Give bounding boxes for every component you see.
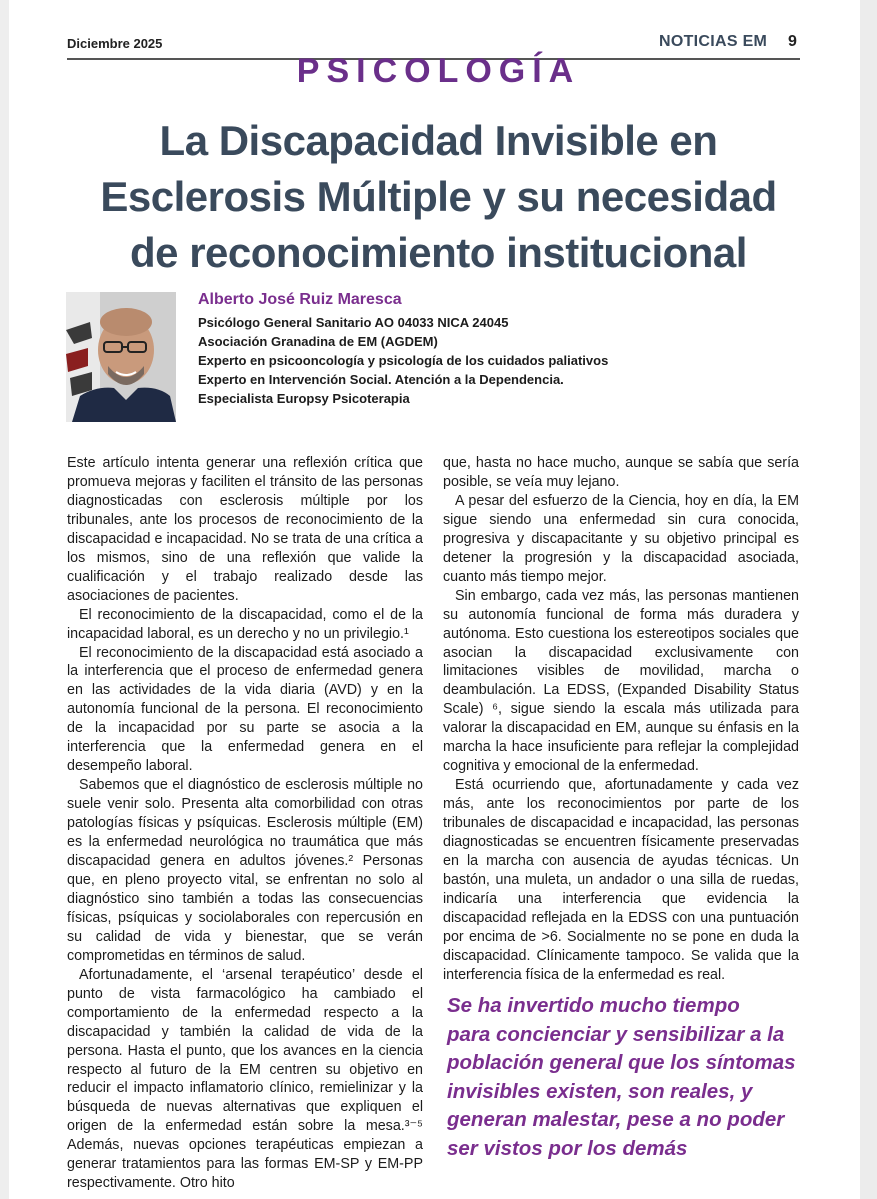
header-publication: NOTICIAS EM [659, 33, 768, 50]
article-title [60, 113, 817, 281]
body-paragraph: Afortunadamente, el ‘arsenal terapéutico’ desde el punto de vista farmacológico ha cambiado el comportamiento de la enfermedad respecto a la discapacidad y también la calidad de vida de la persona. Hasta el punto, que los avances en la ciencia respecto al futuro de la EM centren su objetivo en reducir el impacto inflamatorio clínico, remielinizar y la búsqueda de nuevas alternativas que expliquen el origen de la enfermedad están sobre la mesa.³⁻⁵ Además, nuevas opciones terapéuticas empiezan a generar tratamientos para las formas EM-SP y EM-PP respectivamente. Otro hito [67, 966, 423, 1192]
title-line: de reconocimiento institucional [130, 229, 747, 276]
pull-quote-line: Se ha invertido mucho tiempo [447, 994, 740, 1017]
pull-quote-line: invisibles existen, son reales, y [447, 1079, 753, 1103]
pull-quote-line: población general que los síntomas [447, 1051, 796, 1075]
author-name: Alberto José Ruiz Maresca [198, 291, 402, 308]
pull-quote [447, 992, 807, 1164]
credential-line: Psicólogo General Sanitario AO 04033 NICA 24045 [198, 315, 509, 330]
author-credentials [198, 313, 608, 408]
pull-quote-line: para concienciar y sensibilizar a la [447, 1022, 785, 1046]
body-paragraph: Está ocurriendo que, afortunadamente y cada vez más, ante los reconocimientos por parte de los tribunales de discapacidad e incapacidad, las personas diagnosticadas se encuentren físicamente preservadas en la marcha con ausencia de ayudas técnicas. Un bastón, una muleta, un andador o una silla de ruedas, indicaría una interferencia que evidencia la discapacidad reflejada en la EDSS con una puntuación por encima de >6. Socialmente no se pone en duda la discapacidad. Clínicamente tampoco. Se valida que la interferencia física de la enfermedad es real. [443, 777, 799, 983]
body-paragraph: Este artículo intenta generar una reflexión crítica que promueva mejoras y faciliten el tránsito de las personas diagnosticadas con esclerosis múltiple por los tribunales, ante los procesos de reconocimiento de la discapacidad e incapacidad. No se trata de una crítica a los mismos, sino de una reflexión que valide la cualificación y el trabajo realizado desde las asociaciones de pacientes. [67, 455, 423, 604]
section-label: PSICOLOGÍA [296, 52, 581, 90]
credential-line: Experto en Intervención Social. Atención a la Dependencia. [198, 372, 564, 387]
credential-line: Experto en psicooncología y psicología de los cuidados paliativos [198, 353, 609, 368]
pull-quote-line: ser vistos por los demás [447, 1136, 688, 1160]
body-paragraph: Sabemos que el diagnóstico de esclerosis múltiple no suele venir solo. Presenta alta comorbilidad con otras patologías físicas y psíquicas. Esclerosis múltiple (EM) es la enfermedad neurológica no traumática que más discapacidad genera en adultos jóvenes.² Personas que, en pleno proyecto vital, se enfrentan no solo al diagnóstico sino también a todas las consecuencias físicas, psíquicas y sociolaborales con repercusión en su calidad de vida y bienestar, que se verán comprometidas en términos de salud. [67, 777, 423, 964]
title-line: La Discapacidad Invisible en [159, 117, 718, 164]
body-column-right [443, 454, 799, 985]
author-photo [66, 292, 176, 422]
body-column-left [67, 454, 423, 1193]
body-paragraph: que, hasta no hace mucho, aunque se sabía que sería posible, se veía muy lejano. [443, 455, 799, 490]
header-page-number: 9 [788, 33, 797, 50]
body-paragraph: Sin embargo, cada vez más, las personas mantienen su autonomía funcional de forma más duradera y autónoma. Esto cuestiona los estereotipos sociales que asocian la discapacidad exclusivamente con limitaciones visibles de movilidad, marcha o deambulación. La EDSS, (Expanded Disability Status Scale) ⁶, sigue siendo la escala más utilizada para valorar la discapacidad en EM, aunque su énfasis en la marcha la hace insuficiente para reflejar la complejidad cognitiva y emocional de la enfermedad. [443, 587, 799, 775]
title-line: Esclerosis Múltiple y su necesidad [100, 173, 777, 220]
body-paragraph: A pesar del esfuerzo de la Ciencia, hoy en día, la EM sigue siendo una enfermedad sin cura conocida, progresiva y discapacitante y su objetivo principal es detener la progresión y la discapacidad asociada, cuanto más tiempo mejor. [443, 492, 799, 585]
pull-quote-line: generan malestar, pese a no poder [447, 1108, 785, 1132]
credential-line: Especialista Europsy Psicoterapia [198, 391, 410, 406]
credential-line: Asociación Granadina de EM (AGDEM) [198, 334, 438, 349]
body-paragraph: El reconocimiento de la discapacidad está asociado a la interferencia que el proceso de enfermedad genera en las actividades de la vida diaria (AVD) y en la autonomía funcional de la persona. El reconocimiento de la incapacidad por su parte se asocia a la interferencia que la enfermedad genera en el desempeño laboral. [67, 644, 423, 775]
header-date: Diciembre 2025 [67, 36, 163, 51]
body-paragraph: El reconocimiento de la discapacidad, como el de la incapacidad laboral, es un derecho y no un privilegio.¹ [67, 606, 423, 642]
page-edge-left [0, 0, 9, 1199]
page-edge-right [860, 0, 877, 1199]
